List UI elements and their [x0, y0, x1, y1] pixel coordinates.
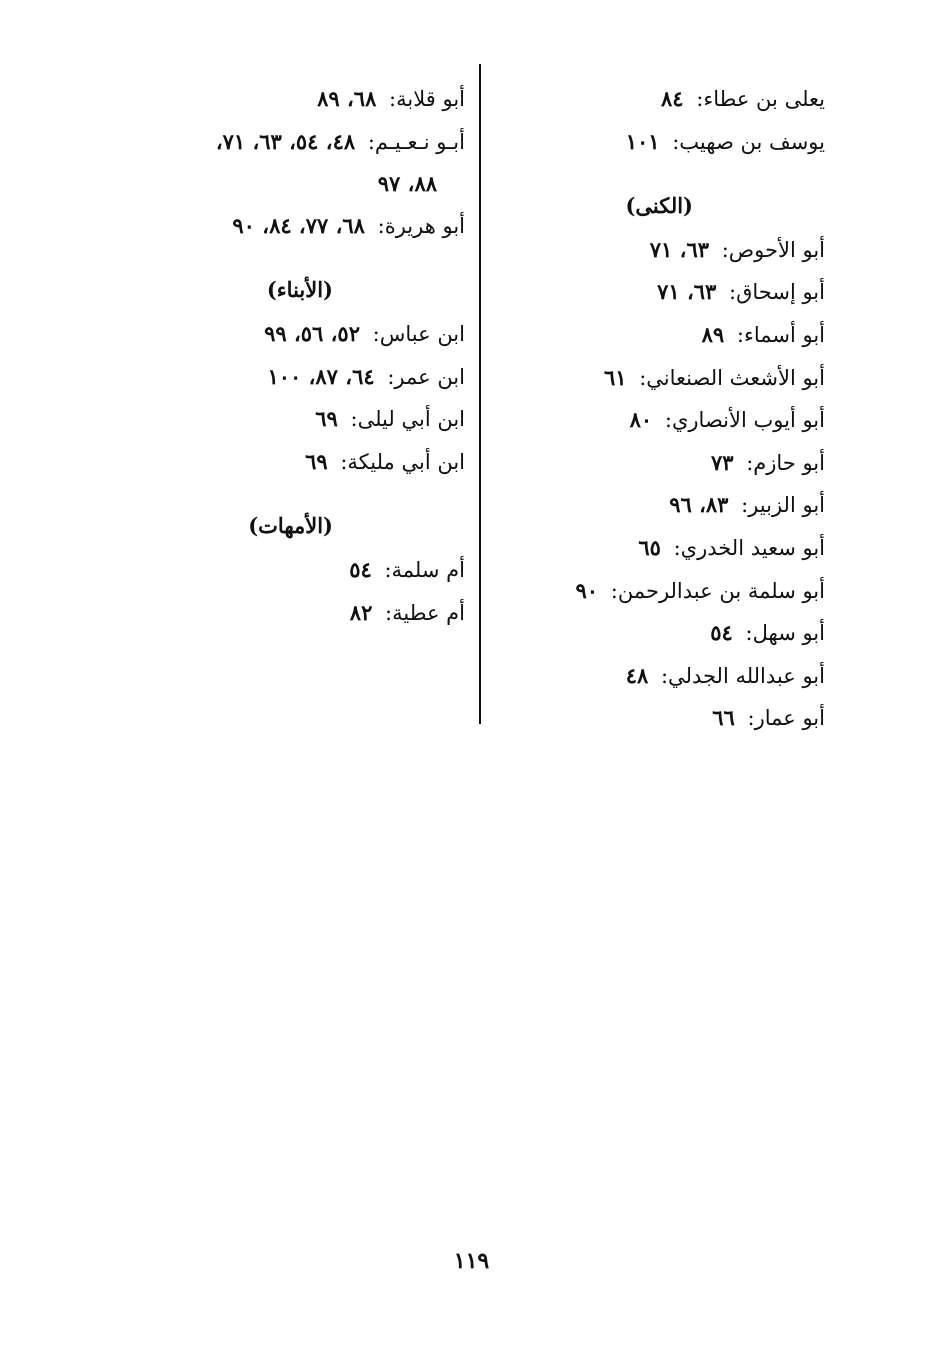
- entry-pages: ٨٤: [661, 86, 684, 111]
- entry-name: ابن أبي ليلى:: [350, 407, 465, 432]
- entry-pages: ٦٩: [315, 406, 338, 432]
- entry-name: أبو سعيد الخدري:: [673, 535, 825, 560]
- entry-name: أم عطية:: [385, 600, 465, 625]
- entry-pages: ٧٣: [710, 449, 734, 475]
- entry-name: أبو الأشعث الصنعاني:: [639, 365, 825, 390]
- entry-name: أبو الأحوص:: [721, 237, 825, 262]
- index-entry: [110, 398, 465, 441]
- index-entry: [110, 121, 465, 205]
- section-heading-ummahat: (الأمهات): [248, 513, 333, 539]
- index-entry: [110, 441, 465, 484]
- entry-pages: ٥٤: [349, 556, 372, 582]
- entry-name: أبو أسماء:: [736, 322, 825, 347]
- entry-pages: ٦١: [603, 364, 627, 390]
- index-entry: [110, 78, 465, 121]
- entry-name: أبو هريرة:: [377, 213, 465, 238]
- entry-pages: ٦٣، ٧١: [657, 279, 717, 305]
- entry-name: أم سلمة:: [384, 557, 465, 582]
- entry-pages: ٦٥: [638, 534, 661, 560]
- entry-pages-continued: ٨٨، ٩٧: [377, 171, 437, 197]
- entry-name: ابن أبي مليكة:: [340, 449, 465, 474]
- entry-pages: ٤٨، ٥٤، ٦٣، ٧١،: [215, 128, 356, 154]
- entry-pages: ٥٢، ٥٦، ٩٩: [264, 320, 360, 346]
- section-heading-abna: (الأبناء): [266, 277, 333, 303]
- entry-name: أبو إسحاق:: [729, 280, 825, 305]
- index-entry: [505, 78, 825, 121]
- page-number: ١١٩: [453, 1248, 490, 1274]
- entry-pages: ٩٠: [575, 577, 599, 603]
- entry-name: يوسف بن صهيب:: [672, 129, 825, 154]
- index-entry: [110, 549, 465, 592]
- index-entry: [505, 484, 825, 527]
- entry-pages: ١٠١: [625, 128, 660, 154]
- entry-pages: ٦٦: [712, 705, 735, 731]
- index-entry: [505, 357, 825, 400]
- entry-name: أبو سلمة بن عبدالرحمن:: [610, 578, 825, 603]
- entry-pages: ٦٣، ٧١: [649, 236, 709, 262]
- index-entry: [505, 655, 825, 698]
- entry-pages: ٦٤، ٨٧، ١٠٠: [267, 363, 375, 389]
- section-heading-kuna: (الكنى): [625, 193, 693, 219]
- entry-pages: ٨٠: [629, 407, 653, 433]
- index-entry: [110, 356, 465, 399]
- index-entry: [110, 205, 465, 248]
- entry-name: أبـو نـعـيـم:: [367, 129, 465, 154]
- right-column: [505, 78, 825, 740]
- entry-pages: ٦٨، ٧٧، ٨٤، ٩٠: [232, 212, 365, 238]
- index-entry: [505, 399, 825, 442]
- entry-pages: ٦٩: [305, 448, 328, 474]
- index-entry: [505, 442, 825, 485]
- index-entry: [505, 612, 825, 655]
- column-divider: [479, 64, 481, 724]
- entry-name: ابن عمر:: [387, 364, 465, 389]
- entry-name: أبو عمار:: [747, 706, 825, 731]
- entry-name: أبو عبدالله الجدلي:: [660, 663, 825, 688]
- entry-pages: ٨٣، ٩٦: [669, 492, 729, 518]
- entry-name: يعلى بن عطاء:: [696, 87, 825, 111]
- entry-name: أبو قلابة:: [389, 87, 465, 111]
- entry-pages: ٦٨، ٨٩: [317, 86, 377, 111]
- entry-pages: ٨٢: [349, 599, 373, 625]
- entry-name: أبو حازم:: [746, 450, 825, 475]
- index-entry: [505, 271, 825, 314]
- entry-pages: ٨٩: [701, 321, 725, 347]
- index-entry: [505, 697, 825, 740]
- index-entry: [110, 313, 465, 356]
- index-entry: [505, 314, 825, 357]
- entry-pages: ٥٤: [710, 620, 733, 646]
- entry-pages: ٤٨: [625, 662, 649, 688]
- index-entry: [110, 592, 465, 635]
- entry-name: ابن عباس:: [372, 321, 465, 346]
- entry-name: أبو الزبير:: [741, 493, 825, 518]
- index-entry: [505, 121, 825, 164]
- index-entry: [505, 229, 825, 272]
- entry-name: أبو سهل:: [745, 621, 825, 646]
- left-column: [110, 78, 465, 634]
- index-entry: [505, 527, 825, 570]
- entry-name: أبو أيوب الأنصاري:: [664, 408, 825, 433]
- index-entry: [505, 570, 825, 613]
